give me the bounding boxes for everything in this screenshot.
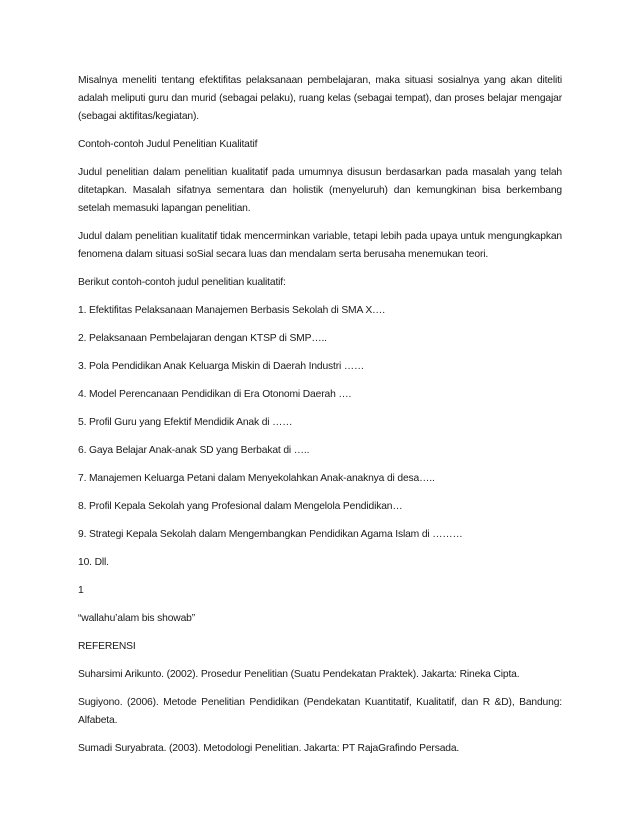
references-heading: REFERENSI [78, 641, 136, 652]
paragraph-list-intro: Berikut contoh-contoh judul penelitian kualitatif: [78, 277, 286, 288]
list-item: 3. Pola Pendidikan Anak Keluarga Miskin di Daerah Industri …… [78, 361, 365, 372]
closing-quote: “wallahu’alam bis showab” [78, 613, 196, 624]
list-item: 5. Profil Guru yang Efektif Mendidik Anak di …… [78, 417, 293, 428]
paragraph-title-variable: Judul dalam penelitian kualitatif tidak mencerminkan variable, tetapi lebih pada upaya untuk mengungkapkan fenomena dalam situasi soSial secara luas dan mendalam serta berusaha menemukan teori. [78, 231, 562, 260]
section-heading-examples: Contoh-contoh Judul Penelitian Kualitatif [78, 139, 258, 150]
paragraph-title-basis: Judul penelitian dalam penelitian kualitatif pada umumnya disusun berdasarkan pada masalah yang telah ditetapkan. Masalah sifatnya sementara dan holistik (menyeluruh) dan kemungkinan bisa berkembang setelah memasuki lapangan penelitian. [78, 167, 562, 214]
list-item: 10. Dll. [78, 557, 109, 568]
reference-item: Sugiyono. (2006). Metode Penelitian Pendidikan (Pendekatan Kuantitatif, Kualitatif, dan R &D), Bandung: Alfabeta. [78, 697, 562, 726]
list-item: 8. Profil Kepala Sekolah yang Profesional dalam Mengelola Pendidikan… [78, 501, 403, 512]
list-item: 7. Manajemen Keluarga Petani dalam Menyekolahkan Anak-anaknya di desa….. [78, 473, 435, 484]
paragraph-intro: Misalnya meneliti tentang efektifitas pelaksanaan pembelajaran, maka situasi sosialnya yang akan diteliti adalah meliputi guru dan murid (sebagai pelaku), ruang kelas (sebagai tempat), dan proses belajar mengajar (sebagai aktifitas/kegiatan). [78, 75, 562, 122]
list-item: 9. Strategi Kepala Sekolah dalam Mengembangkan Pendidikan Agama Islam di ……… [78, 529, 463, 540]
reference-item: Suharsimi Arikunto. (2002). Prosedur Penelitian (Suatu Pendekatan Praktek). Jakarta: Rineka Cipta. [78, 669, 520, 680]
document-body [78, 72, 562, 768]
list-item: 6. Gaya Belajar Anak-anak SD yang Berbakat di ….. [78, 445, 310, 456]
list-item: 4. Model Perencanaan Pendidikan di Era Otonomi Daerah …. [78, 389, 352, 400]
reference-item: Sumadi Suryabrata. (2003). Metodologi Penelitian. Jakarta: PT RajaGrafindo Persada. [78, 743, 460, 754]
page-number: 1 [78, 585, 84, 596]
list-item: 1. Efektifitas Pelaksanaan Manajemen Berbasis Sekolah di SMA X…. [78, 305, 385, 316]
list-item: 2. Pelaksanaan Pembelajaran dengan KTSP di SMP….. [78, 333, 327, 344]
